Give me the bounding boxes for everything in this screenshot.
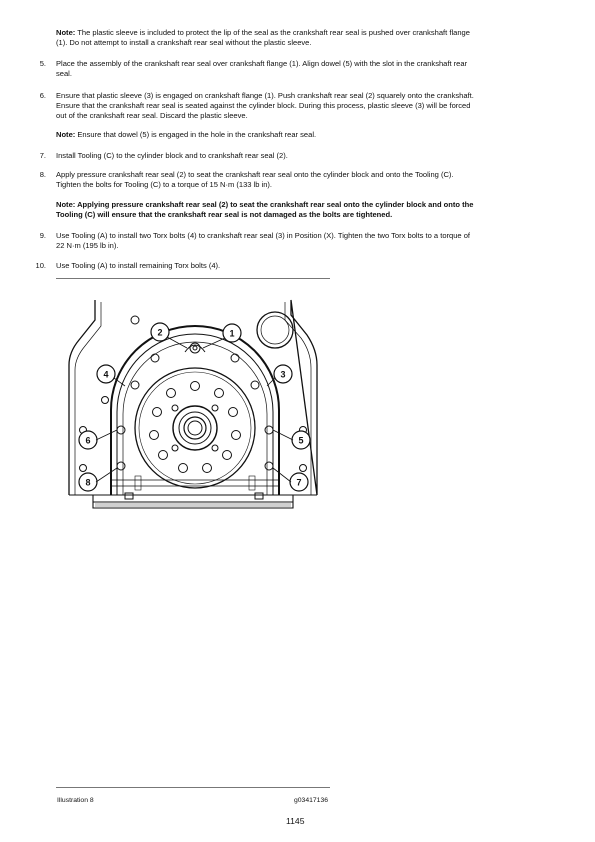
note-label: Note: [56,28,76,37]
note-text: The plastic sleeve is included to protect the lip of the seal as the crankshaft rear seal is pushed over crankshaft flange [75,28,470,37]
callout-1-label: 1 [229,328,235,339]
step-text-line: Ensure that plastic sleeve (3) is engaged on crankshaft flange (1). Push crankshaft rear seal (2) squarely onto the crankshaft. [56,91,474,100]
figure-top-rule [56,278,330,279]
step-text-line: Tighten the bolts for Tooling (C) to a torque of 15 N·m (133 lb in). [56,180,273,189]
note-label: Note: [56,130,76,139]
step-text-line: seal. [56,69,72,78]
step-number: 9. [39,231,46,240]
illustration-caption: Illustration 8 [57,797,94,804]
callout-4-label: 4 [103,369,109,380]
step-number: 5. [39,59,46,68]
callout-3-label: 3 [280,369,286,380]
top-note-line-2: (1). Do not attempt to install a crankshaft rear seal without the plastic sleeve. [56,38,312,47]
callout-5-label: 5 [298,435,304,446]
step-number: 7. [39,151,46,160]
step-text-line: out of the crankshaft rear seal. Discard the plastic sleeve. [56,111,248,120]
callout-6-label: 6 [85,435,91,446]
top-note-line-1 [56,28,470,38]
step-text-line: Install Tooling (C) to the cylinder block and to crankshaft rear seal (2). [56,151,288,160]
illustration-id: g03417136 [294,797,329,804]
callout-8-label: 8 [85,477,91,488]
step-text-line: Ensure that the crankshaft rear seal is seated against the cylinder block. During this process, plastic sleeve (3) will be forced [56,101,471,110]
note-text: Ensure that dowel (5) is engaged in the hole in the crankshaft rear seal. [75,130,317,139]
step-text-line: Apply pressure crankshaft rear seal (2) to seat the crankshaft rear seal onto the cylinder block and onto the Tooling (C). [56,170,454,179]
callout-7-label: 7 [296,477,302,488]
step-text-line: Use Tooling (A) to install two Torx bolts (4) to crankshaft rear seal (3) in Position (X). Tighten the two Torx bolts to a torque of [56,231,471,240]
callout-2-label: 2 [157,327,163,338]
step6-note [56,130,316,140]
step8-note-line-2: Tooling (C) will ensure that the crankshaft rear seal is not damaged as the bolts are tightened. [56,210,393,219]
step8-note-line-1: Note: Applying pressure crankshaft rear seal (2) to seat the crankshaft rear seal onto the cylinder block and onto the [56,200,474,209]
step-number: 8. [39,170,46,179]
step-number: 6. [39,91,46,100]
step-text-line: 22 N·m (195 lb in). [56,241,119,250]
crankshaft-rear-seal-illustration [55,290,331,528]
step-number: 10. [35,261,46,270]
step-text-line: Place the assembly of the crankshaft rear seal over crankshaft flange (1). Align dowel (5) with the slot in the crankshaft rear [56,59,468,68]
caption-top-rule [56,787,330,788]
page-number: 1145 [286,816,305,826]
step-text-line: Use Tooling (A) to install remaining Torx bolts (4). [56,261,221,270]
